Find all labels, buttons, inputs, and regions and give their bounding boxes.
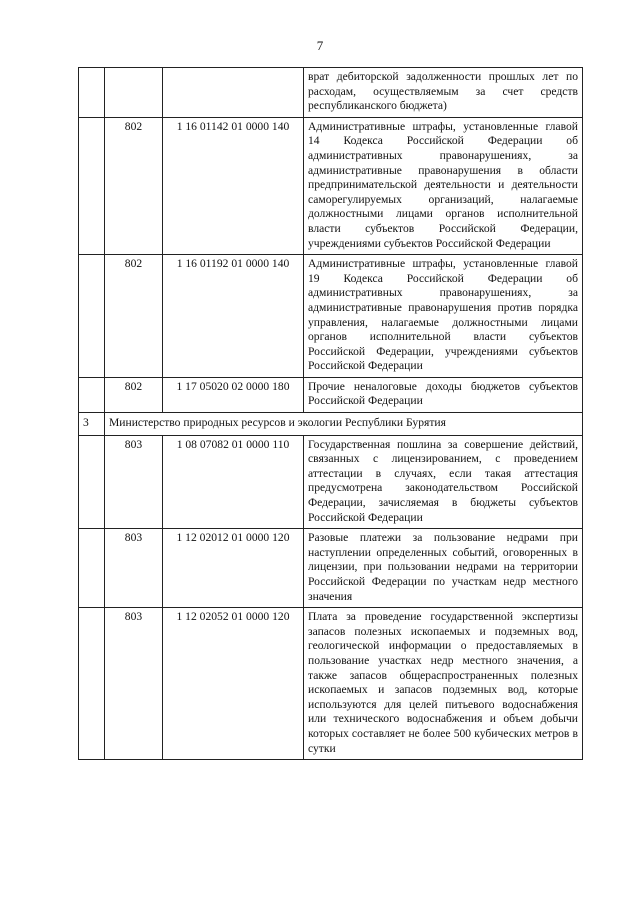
table-row — [79, 68, 583, 118]
admin-code-cell — [105, 68, 163, 118]
page-number: 7 — [316, 38, 324, 53]
row-number-cell — [79, 529, 105, 608]
description-cell: Государственная пошлина за совершение действий, связанных с лицензированием, с проведением аттестации в случаях, если такая аттестация предусмотрена законодательством Российской Федерации, зачисляемая в бюджеты субъектов Российской Федерации — [304, 435, 583, 529]
admin-code-cell: 802 — [105, 377, 163, 412]
section-title: Министерство природных ресурсов и экологии Республики Бурятия — [105, 413, 583, 436]
table-row — [79, 117, 583, 254]
description-cell: врат дебиторской задолженности прошлых лет по расходам, осуществляемым за счет средств республиканского бюджета) — [304, 68, 583, 118]
description-cell: Разовые платежи за пользование недрами при наступлении определенных событий, оговоренных в лицензии, при пользовании недрами на территории Российской Федерации по участкам недр местного значения — [304, 529, 583, 608]
row-number-cell — [79, 117, 105, 254]
admin-code-cell: 802 — [105, 255, 163, 378]
section-number: 3 — [79, 413, 105, 436]
budget-code-cell: 1 16 01192 01 0000 140 — [163, 255, 304, 378]
section-header-row — [79, 413, 583, 436]
table-body — [79, 68, 583, 760]
description-cell: Административные штрафы, установленные главой 14 Кодекса Российской Федерации об административных правонарушениях, за административные правонарушения в области предпринимательской деятельности и деятельности саморегулируемых организаций, налагаемые должностными лицами органов исполнительной власти субъектов Российской Федерации, учреждениями субъектов Российской Федерации — [304, 117, 583, 254]
description-cell: Прочие неналоговые доходы бюджетов субъектов Российской Федерации — [304, 377, 583, 412]
budget-code-cell — [163, 68, 304, 118]
revenue-codes-table — [78, 67, 583, 760]
table-row — [79, 529, 583, 608]
table-row — [79, 608, 583, 760]
description-cell: Административные штрафы, установленные главой 19 Кодекса Российской Федерации об административных правонарушениях, за административные правонарушения против порядка управления, налагаемые должностными лицами органов исполнительной власти субъектов Российской Федерации, учреждениями субъектов Российской Федерации — [304, 255, 583, 378]
admin-code-cell: 803 — [105, 608, 163, 760]
row-number-cell — [79, 377, 105, 412]
row-number-cell — [79, 255, 105, 378]
row-number-cell — [79, 435, 105, 529]
budget-code-cell: 1 17 05020 02 0000 180 — [163, 377, 304, 412]
admin-code-cell: 803 — [105, 529, 163, 608]
description-cell: Плата за проведение государственной экспертизы запасов полезных ископаемых и подземных вод, геологической информации о предоставляемых в пользование участках недр местного значения, а также запасов общераспространенных полезных ископаемых и запасов подземных вод, которые используются для целей питьевого водоснабжения или технического водоснабжения и объем добычи которых составляет не более 500 кубических метров в сутки — [304, 608, 583, 760]
admin-code-cell: 802 — [105, 117, 163, 254]
budget-code-cell: 1 12 02052 01 0000 120 — [163, 608, 304, 760]
row-number-cell — [79, 68, 105, 118]
budget-code-cell: 1 16 01142 01 0000 140 — [163, 117, 304, 254]
budget-code-cell: 1 08 07082 01 0000 110 — [163, 435, 304, 529]
table-row — [79, 377, 583, 412]
row-number-cell — [79, 608, 105, 760]
admin-code-cell: 803 — [105, 435, 163, 529]
table-row — [79, 435, 583, 529]
budget-code-cell: 1 12 02012 01 0000 120 — [163, 529, 304, 608]
table-row — [79, 255, 583, 378]
